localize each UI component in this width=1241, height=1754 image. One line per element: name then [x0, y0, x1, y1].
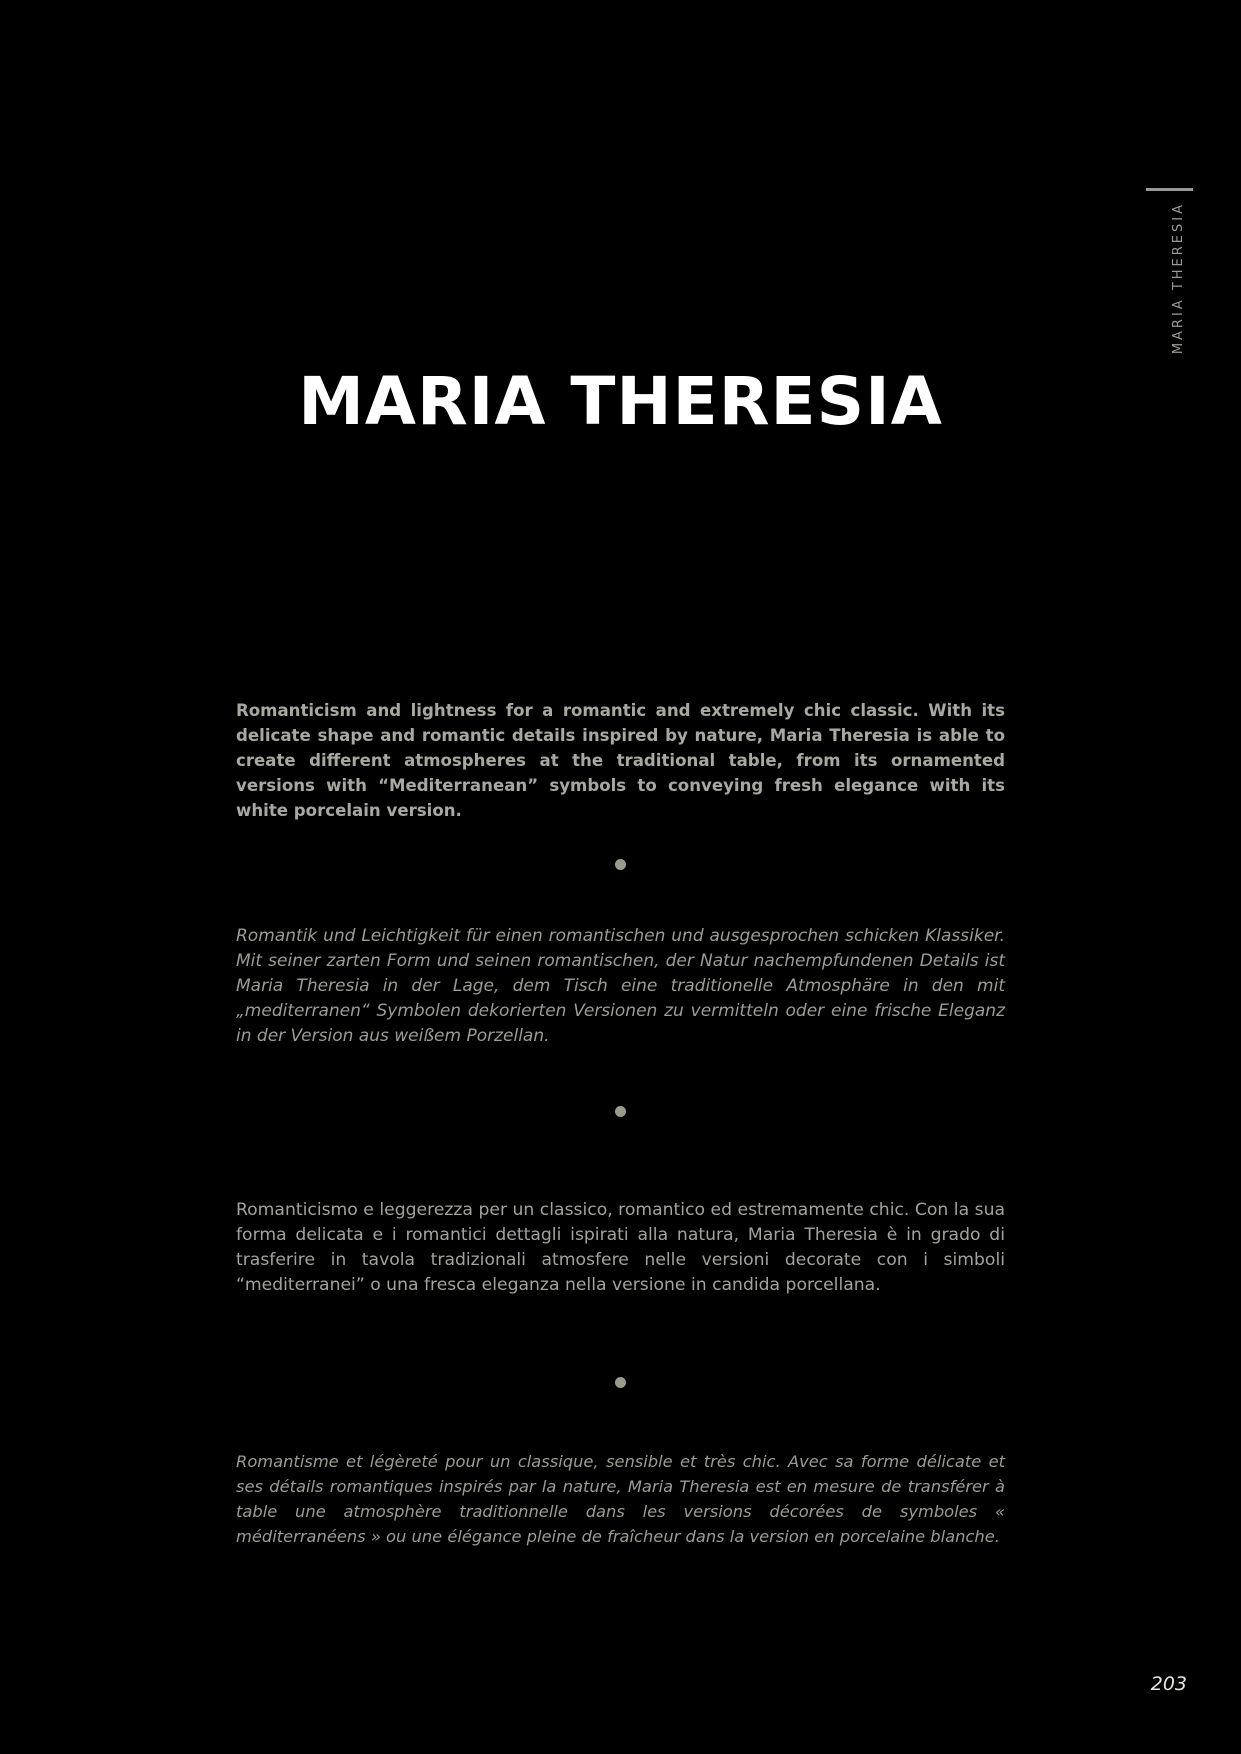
paragraph-italian: Romanticismo e leggerezza per un classico, romantico ed estremamente chic. Con la sua forma delicata e i romantici dettagli ispirati alla natura, Maria Theresia è in grado di trasferire in tavola tradizionali atmosfere nelle versioni decorate con i simboli “mediterranei” o una fresca eleganza nella versione in candida porcellana. [236, 1200, 1005, 1295]
separator-dot [615, 1106, 626, 1117]
separator-dot [615, 1377, 626, 1388]
page-title: MARIA THERESIA [298, 363, 943, 440]
separator-dot [615, 859, 626, 870]
paragraph-french: Romantisme et légèreté pour un classique, sensible et très chic. Avec sa forme délicate et ses détails romantiques inspirés par la nature, Maria Theresia est en mesure de transférer à table une atmosphère traditionnelle dans les versions décorées de symboles « méditerranéens » ou une élégance pleine de fraîcheur dans la version en porcelaine blanche. [236, 1452, 1005, 1546]
page-number: 203 [1150, 1673, 1187, 1695]
side-rule [1146, 188, 1193, 191]
paragraph-german: Romantik und Leichtigkeit für einen romantischen und ausgesprochen schicken Klassiker. Mit seiner zarten Form und seinen romantischen, der Natur nachempfundenen Details ist Maria Theresia in der Lage, dem Tisch eine traditionelle Atmosphäre in den mit „mediterranen“ Symbolen dekorierten Versionen zu vermitteln oder eine frische Eleganz in der Version aus weißem Porzellan. [236, 926, 1005, 1046]
side-section-label: MARIA THERESIA [1171, 202, 1186, 355]
paragraph-english: Romanticism and lightness for a romantic and extremely chic classic. With its delicate shape and romantic details inspired by nature, Maria Theresia is able to create different atmospheres at the traditional table, from its ornamented versions with “Mediterranean” symbols to conveying fresh elegance with its white porcelain version. [236, 701, 1005, 820]
